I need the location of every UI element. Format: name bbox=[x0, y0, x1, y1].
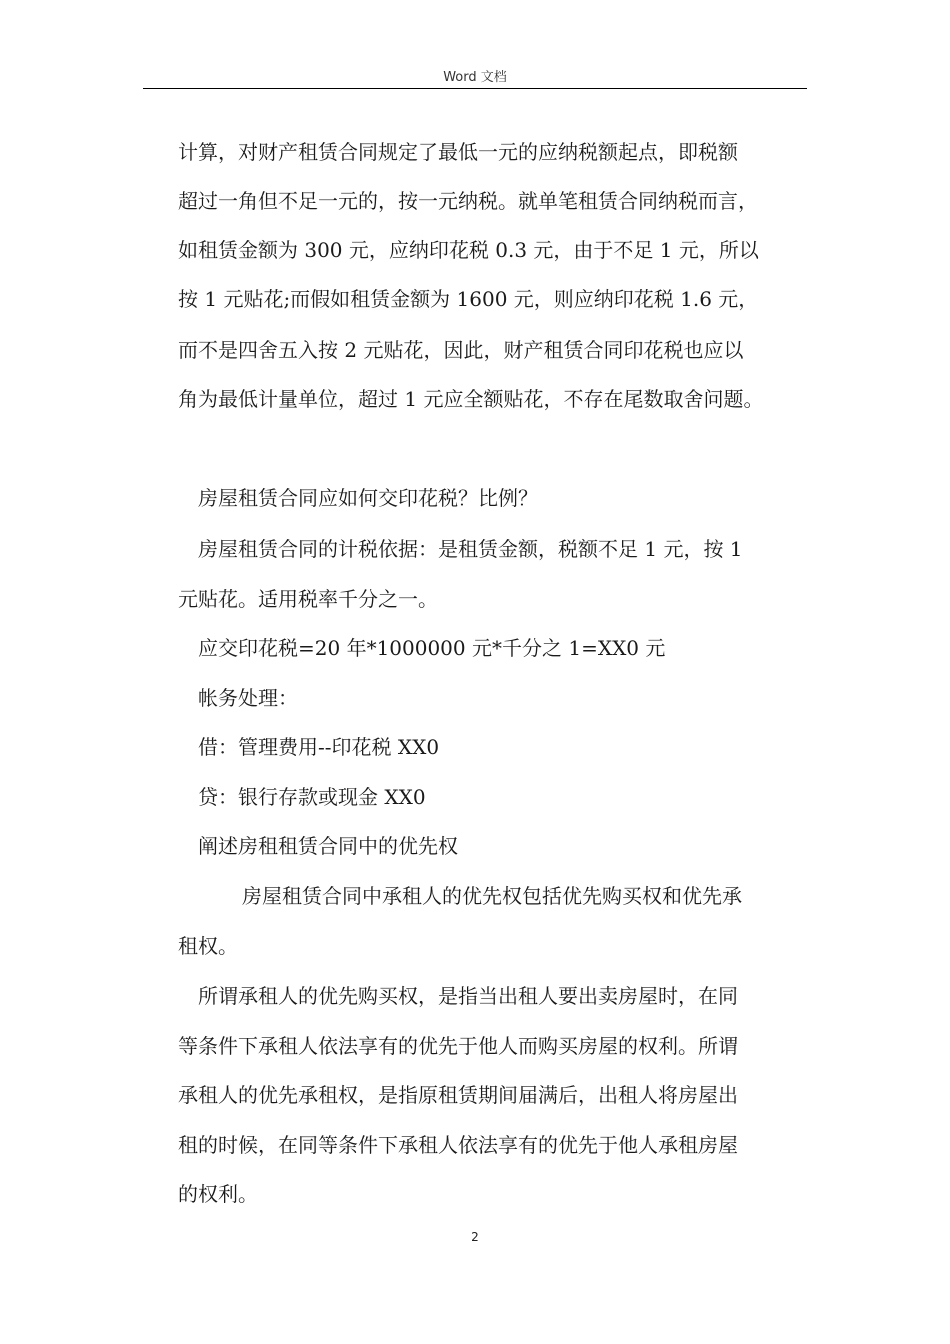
paragraph-line: 的权利。 bbox=[178, 1182, 258, 1206]
paragraph-line: 承租人的优先承租权，是指原租赁期间届满后，出租人将房屋出 bbox=[178, 1083, 738, 1107]
paragraph-line: 超过一角但不足一元的，按一元纳税。就单笔租赁合同纳税而言， bbox=[178, 189, 758, 213]
paragraph-line: 所谓承租人的优先购买权，是指当出租人要出卖房屋时，在同 bbox=[198, 984, 738, 1008]
formula-line: 应交印花税=20 年*1000000 元*千分之 1=XX0 元 bbox=[198, 636, 666, 660]
page-number: 2 bbox=[471, 1230, 479, 1244]
section-heading: 阐述房租租赁合同中的优先权 bbox=[198, 834, 458, 858]
paragraph-line: 租权。 bbox=[178, 934, 238, 958]
page-header: Word 文档 bbox=[443, 70, 507, 85]
paragraph-line: 如租赁金额为 300 元，应纳印花税 0.3 元，由于不足 1 元，所以 bbox=[178, 238, 759, 262]
credit-entry: 贷：银行存款或现金 XX0 bbox=[198, 785, 426, 809]
section-heading: 房屋租赁合同应如何交印花税？比例？ bbox=[198, 486, 538, 510]
paragraph-line: 房屋租赁合同中承租人的优先权包括优先购买权和优先承 bbox=[242, 884, 742, 908]
debit-entry: 借：管理费用--印花税 XX0 bbox=[198, 735, 440, 759]
paragraph-line: 角为最低计量单位，超过 1 元应全额贴花，不存在尾数取舍问题。 bbox=[178, 387, 764, 411]
paragraph-line: 而不是四舍五入按 2 元贴花，因此，财产租赁合同印花税也应以 bbox=[178, 338, 744, 362]
paragraph-line: 租的时候，在同等条件下承租人依法享有的优先于他人承租房屋 bbox=[178, 1133, 738, 1157]
paragraph-line: 计算，对财产租赁合同规定了最低一元的应纳税额起点，即税额 bbox=[178, 140, 738, 164]
paragraph-line: 按 1 元贴花;而假如租赁金额为 1600 元，则应纳印花税 1.6 元， bbox=[178, 287, 759, 311]
paragraph-line: 元贴花。适用税率千分之一。 bbox=[178, 587, 438, 611]
paragraph-line: 房屋租赁合同的计税依据：是租赁金额，税额不足 1 元，按 1 bbox=[198, 537, 743, 561]
paragraph-line: 等条件下承租人依法享有的优先于他人而购买房屋的权利。所谓 bbox=[178, 1034, 738, 1058]
paragraph-line: 帐务处理： bbox=[198, 686, 298, 710]
